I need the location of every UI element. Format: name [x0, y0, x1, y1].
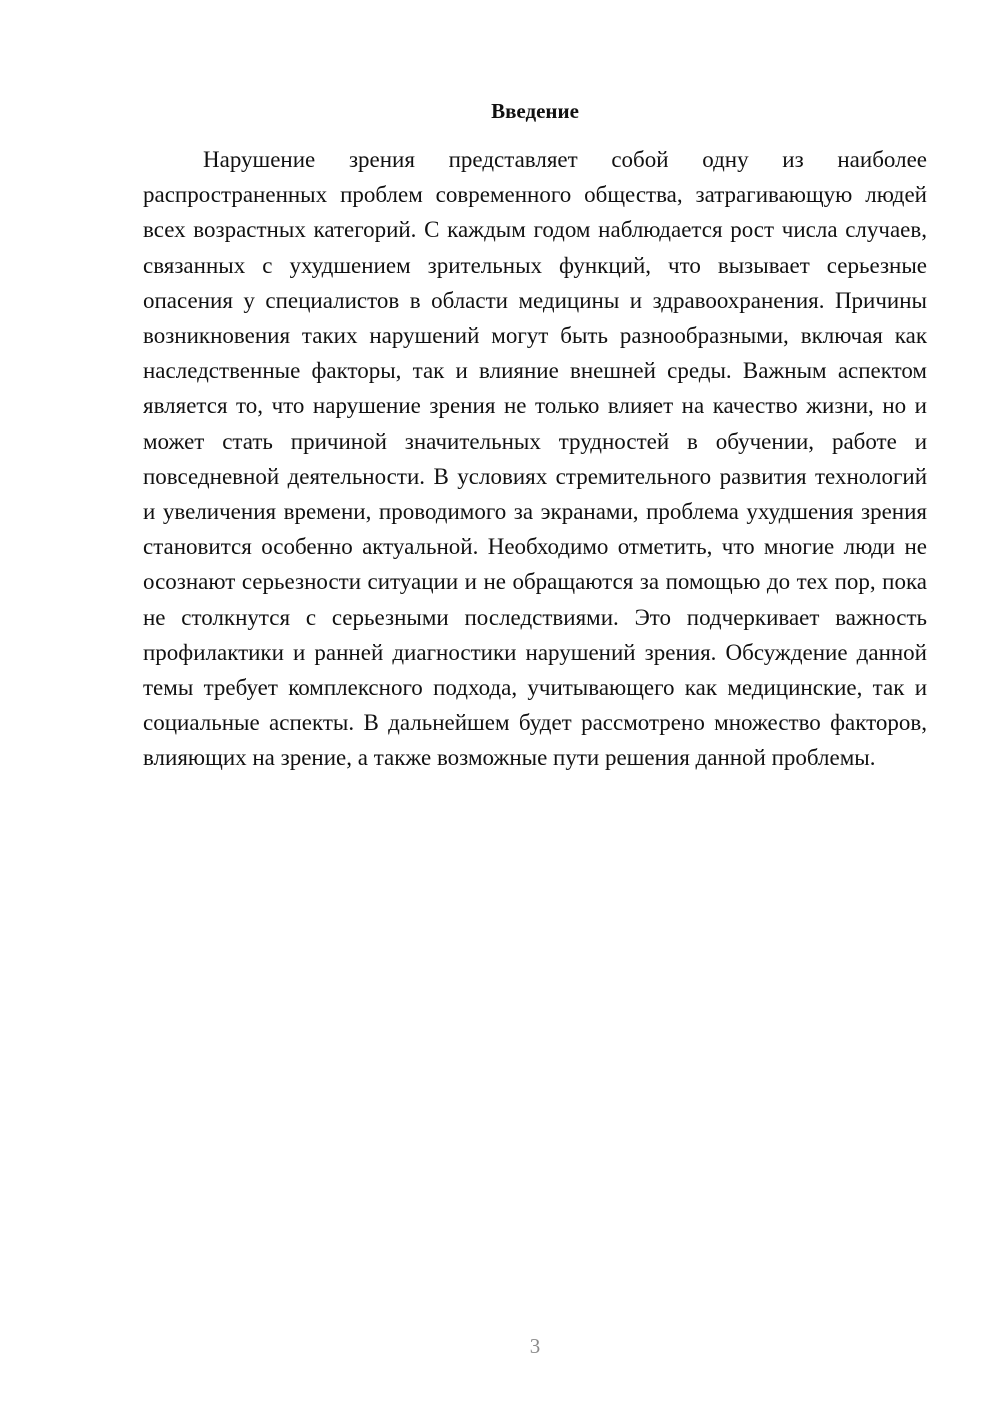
- body-paragraph: Нарушение зрения представляет собой одну из наиболее распространенных проблем современного общества, затрагивающую людей всех возрастных категорий. С каждым годом наблюдается рост числа случаев, связанных с ухудшением зрительных функций, что вызывает серьезные опасения у специалистов в области медицины и здравоохранения. Причины возникновения таких нарушений могут быть разнообразными, включая как наследственные факторы, так и влияние внешней среды. Важным аспектом является то, что нарушение зрения не только влияет на качество жизни, но и может стать причиной значительных трудностей в обучении, работе и повседневной деятельности. В условиях стремительного развития технологий и увеличения времени, проводимого за экранами, проблема ухудшения зрения становится особенно актуальной. Необходимо отметить, что многие люди не осознают серьезности ситуации и не обращаются за помощью до тех пор, пока не столкнутся с серьезными последствиями. Это подчеркивает важность профилактики и ранней диагностики нарушений зрения. Обсуждение данной темы требует комплексного подхода, учитывающего как медицинские, так и социальные аспекты. В дальнейшем будет рассмотрено множество факторов, влияющих на зрение, а также возможные пути решения данной проблемы.: [143, 147, 927, 771]
- page-number: 3: [529, 1334, 541, 1358]
- section-heading: Введение: [491, 99, 579, 123]
